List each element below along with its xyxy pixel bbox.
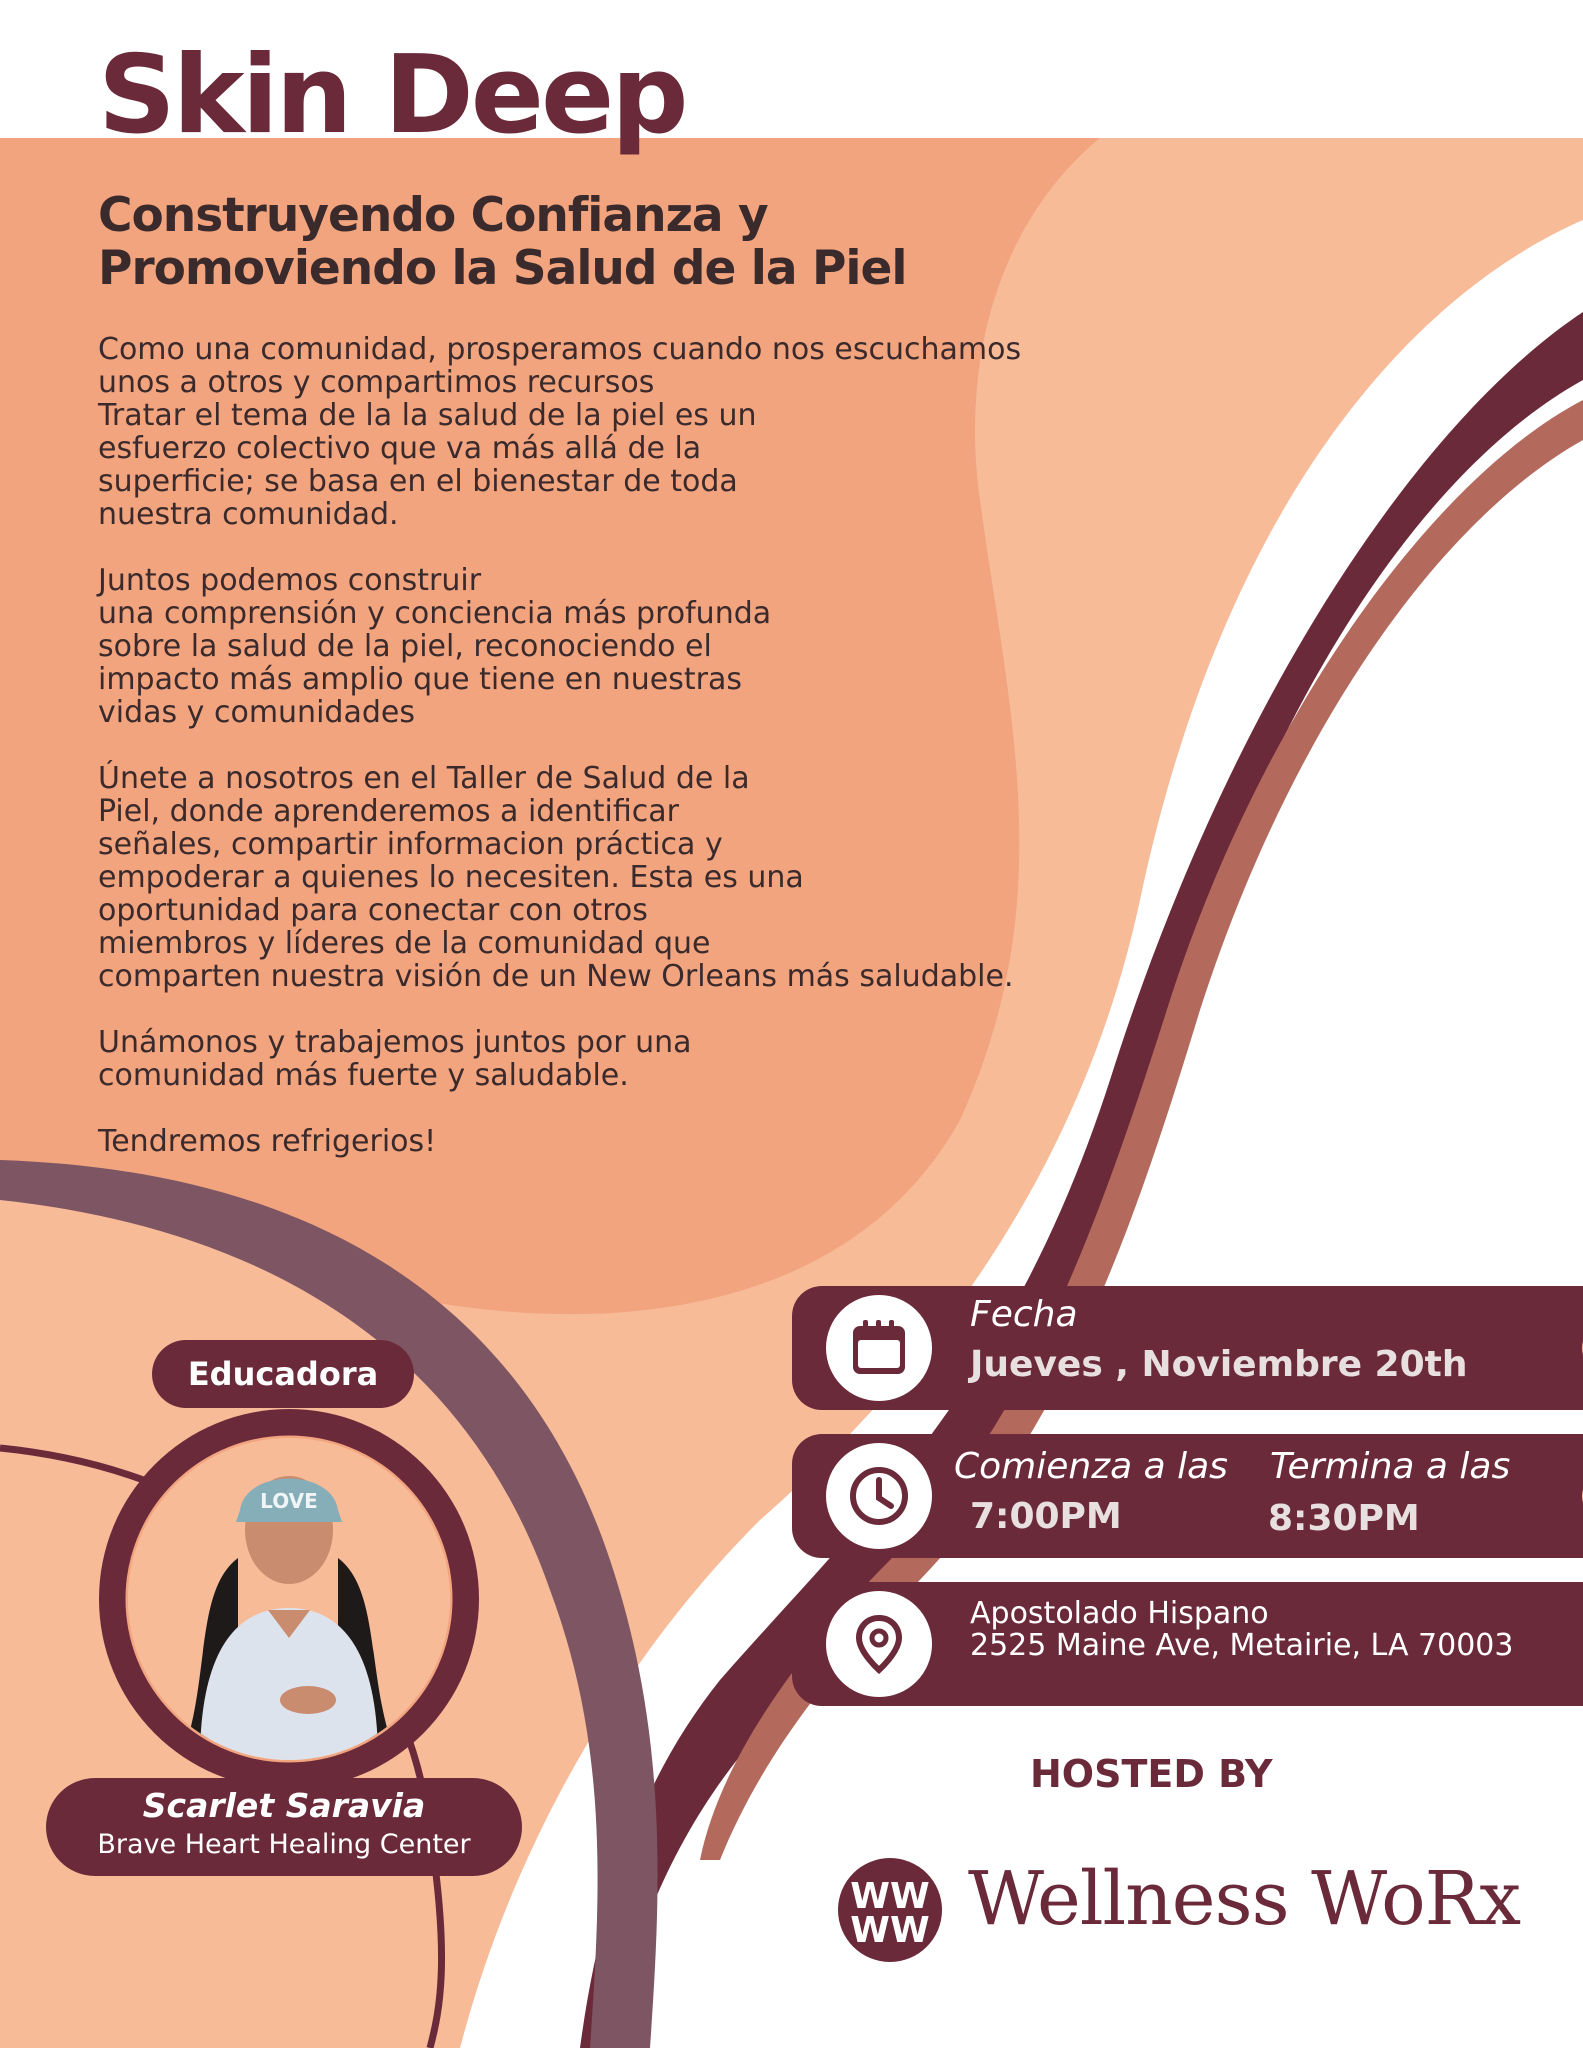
wellness-worx-logo-mark (838, 1858, 942, 1962)
end-time-value: 8:30PM (1268, 1498, 1420, 1539)
educator-photo (128, 1438, 450, 1760)
paragraph-refreshments: Tendremos refrigerios! (98, 1124, 437, 1159)
paragraph-together: Juntos podemos construir una comprensión y conciencia más profunda sobre la salud de la piel, reconociendo el impacto más amplio que tiene en nuestras vidas y comunidades (98, 563, 772, 730)
educator-portrait-illustration (128, 1438, 450, 1760)
paragraph-community: Como una comunidad, prosperamos cuando nos escuchamos unos a otros y compartimos recursos Tratar el tema de la la salud de la piel es un esfuerzo colectivo que va más allá de la superficie; se basa en el bienestar de toda nuestra comunidad. (98, 332, 1022, 532)
date-label: Fecha (970, 1294, 1078, 1335)
subtitle-line-2: Promoviendo la Salud de la Piel (98, 240, 907, 296)
wellness-worx-logo-text: Wellness WoRx (968, 1856, 1521, 1942)
paragraph-workshop: Únete a nosotros en el Taller de Salud de la Piel, donde aprenderemos a identificar señales, compartir informacion práctica y empoderar a quienes lo necesiten. Esta es una oportunidad para conectar con otros miembros y líderes de la comunidad que comparten nuestra visión de un New Orleans más saludable. (98, 761, 1014, 994)
educator-organization: Brave Heart Healing Center (97, 1829, 471, 1860)
educator-badge: Educadora (152, 1340, 414, 1408)
logo-letters-top: WW (850, 1876, 930, 1917)
body-copy (98, 333, 1158, 1191)
venue-name: Apostolado Hispano (970, 1596, 1269, 1631)
paragraph-unite: Unámonos y trabajemos juntos por una comunidad más fuerte y saludable. (98, 1025, 692, 1093)
clock-icon (826, 1443, 932, 1549)
calendar-icon (826, 1295, 932, 1401)
educator-name-box (46, 1778, 522, 1876)
start-time-value: 7:00PM (970, 1496, 1122, 1537)
date-bar (792, 1286, 1583, 1410)
hosted-by-label: HOSTED BY (1030, 1752, 1273, 1796)
location-bar (792, 1582, 1583, 1706)
venue-address: 2525 Maine Ave, Metairie, LA 70003 (970, 1628, 1514, 1663)
end-time-label: Termina a las (1270, 1446, 1511, 1487)
time-bar (792, 1434, 1583, 1558)
page-title: Skin Deep (98, 33, 686, 158)
page-subtitle (98, 190, 1098, 295)
logo-letters-bottom: WW (850, 1910, 930, 1951)
date-value: Jueves , Noviembre 20th (970, 1344, 1468, 1385)
subtitle-line-1: Construyendo Confianza y (98, 188, 768, 243)
start-time-label: Comienza a las (954, 1446, 1228, 1487)
educator-name: Scarlet Saravia (142, 1786, 426, 1825)
location-pin-icon (826, 1591, 932, 1697)
cap-lettering: LOVE (260, 1489, 318, 1513)
